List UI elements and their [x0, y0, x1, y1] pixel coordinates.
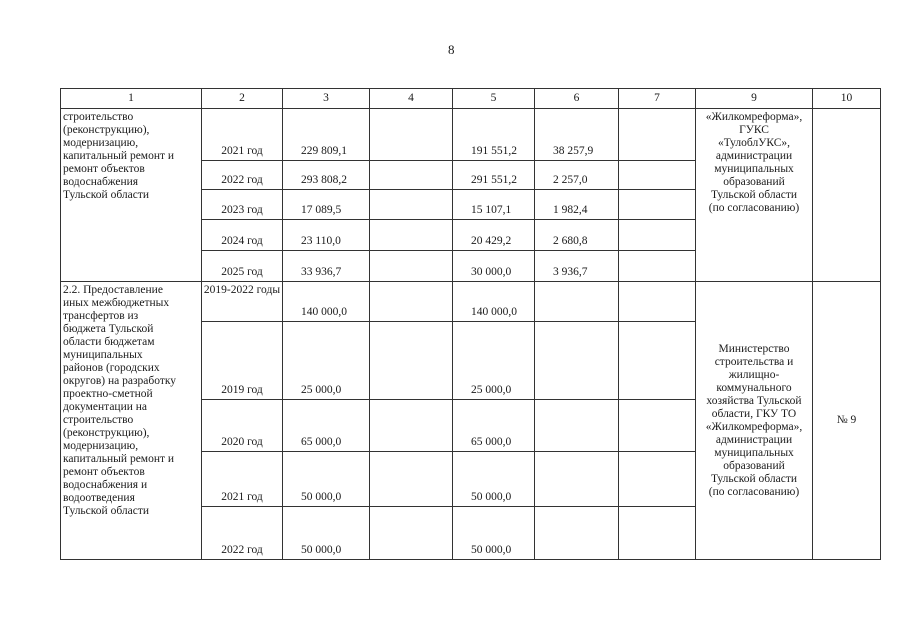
- col7-cell: [619, 400, 696, 452]
- col5-cell: 191 551,2: [453, 109, 535, 161]
- col7-cell: [619, 452, 696, 507]
- year-cell: 2025 год: [202, 251, 283, 282]
- col5-cell: 65 000,0: [453, 400, 535, 452]
- col4-cell: [370, 190, 453, 220]
- year-cell: 2020 год: [202, 400, 283, 452]
- col6-cell: 3 936,7: [535, 251, 619, 282]
- col4-cell: [370, 400, 453, 452]
- total-cell: 17 089,5: [283, 190, 370, 220]
- note-cell: № 9: [813, 282, 881, 560]
- col7-cell: [619, 507, 696, 560]
- header-cell: 10: [813, 89, 881, 109]
- col4-cell: [370, 282, 453, 322]
- col4-cell: [370, 220, 453, 251]
- col4-cell: [370, 507, 453, 560]
- col7-cell: [619, 251, 696, 282]
- col7-cell: [619, 282, 696, 322]
- description-cell: 2.2. Предоставление иных межбюджетных трансфертов из бюджета Тульской области бюджетам муниципальных районов (городских округов) на разработку проектно-сметной документации на строительство (реконструкцию), модернизацию, капитальный ремонт и ремонт объектов водоснабжения и водоотведения Тульской области: [61, 282, 202, 560]
- col7-cell: [619, 161, 696, 190]
- col4-cell: [370, 161, 453, 190]
- responsible-cell: «Жилкомреформа», ГУКС «ТулоблУКС», администрации муниципальных образований Тульской области (по согласованию): [696, 109, 813, 282]
- year-cell: 2022 год: [202, 507, 283, 560]
- col5-cell: 140 000,0: [453, 282, 535, 322]
- col7-cell: [619, 109, 696, 161]
- year-cell: 2021 год: [202, 109, 283, 161]
- total-cell: 25 000,0: [283, 322, 370, 400]
- col6-cell: 38 257,9: [535, 109, 619, 161]
- total-cell: 33 936,7: [283, 251, 370, 282]
- col5-cell: 50 000,0: [453, 507, 535, 560]
- col4-cell: [370, 109, 453, 161]
- col7-cell: [619, 322, 696, 400]
- total-cell: 23 110,0: [283, 220, 370, 251]
- col5-cell: 15 107,1: [453, 190, 535, 220]
- table-row: [61, 109, 881, 161]
- header-cell: 6: [535, 89, 619, 109]
- total-cell: 293 808,2: [283, 161, 370, 190]
- header-cell: 3: [283, 89, 370, 109]
- description-cell: строительство (реконструкцию), модернизацию, капитальный ремонт и ремонт объектов водоснабжения Тульской области: [61, 109, 202, 282]
- page-number: 8: [448, 42, 455, 57]
- col6-cell: [535, 322, 619, 400]
- col5-cell: 30 000,0: [453, 251, 535, 282]
- col5-cell: 50 000,0: [453, 452, 535, 507]
- year-cell: 2019-2022 годы: [202, 282, 283, 322]
- table-row: [61, 282, 881, 322]
- header-row: [61, 89, 881, 109]
- total-cell: 50 000,0: [283, 452, 370, 507]
- col7-cell: [619, 220, 696, 251]
- year-cell: 2021 год: [202, 452, 283, 507]
- col6-cell: 1 982,4: [535, 190, 619, 220]
- col5-cell: 20 429,2: [453, 220, 535, 251]
- header-cell: 1: [61, 89, 202, 109]
- year-cell: 2024 год: [202, 220, 283, 251]
- col6-cell: [535, 452, 619, 507]
- col6-cell: 2 680,8: [535, 220, 619, 251]
- col5-cell: 291 551,2: [453, 161, 535, 190]
- header-cell: 5: [453, 89, 535, 109]
- header-cell: 2: [202, 89, 283, 109]
- responsible-cell: Министерство строительства и жилищно- коммунального хозяйства Тульской области, ГКУ ТО «Жилкомреформа», администрации муниципальных образований Тульской области (по согласованию): [696, 282, 813, 560]
- col4-cell: [370, 452, 453, 507]
- header-cell: 9: [696, 89, 813, 109]
- year-cell: 2023 год: [202, 190, 283, 220]
- col6-cell: [535, 507, 619, 560]
- year-cell: 2022 год: [202, 161, 283, 190]
- year-cell: 2019 год: [202, 322, 283, 400]
- col4-cell: [370, 322, 453, 400]
- budget-table: [60, 88, 881, 560]
- col4-cell: [370, 251, 453, 282]
- col6-cell: 2 257,0: [535, 161, 619, 190]
- header-cell: 7: [619, 89, 696, 109]
- col5-cell: 25 000,0: [453, 322, 535, 400]
- header-cell: 4: [370, 89, 453, 109]
- total-cell: 229 809,1: [283, 109, 370, 161]
- total-cell: 50 000,0: [283, 507, 370, 560]
- col6-cell: [535, 400, 619, 452]
- col7-cell: [619, 190, 696, 220]
- note-cell: [813, 109, 881, 282]
- total-cell: 140 000,0: [283, 282, 370, 322]
- col6-cell: [535, 282, 619, 322]
- total-cell: 65 000,0: [283, 400, 370, 452]
